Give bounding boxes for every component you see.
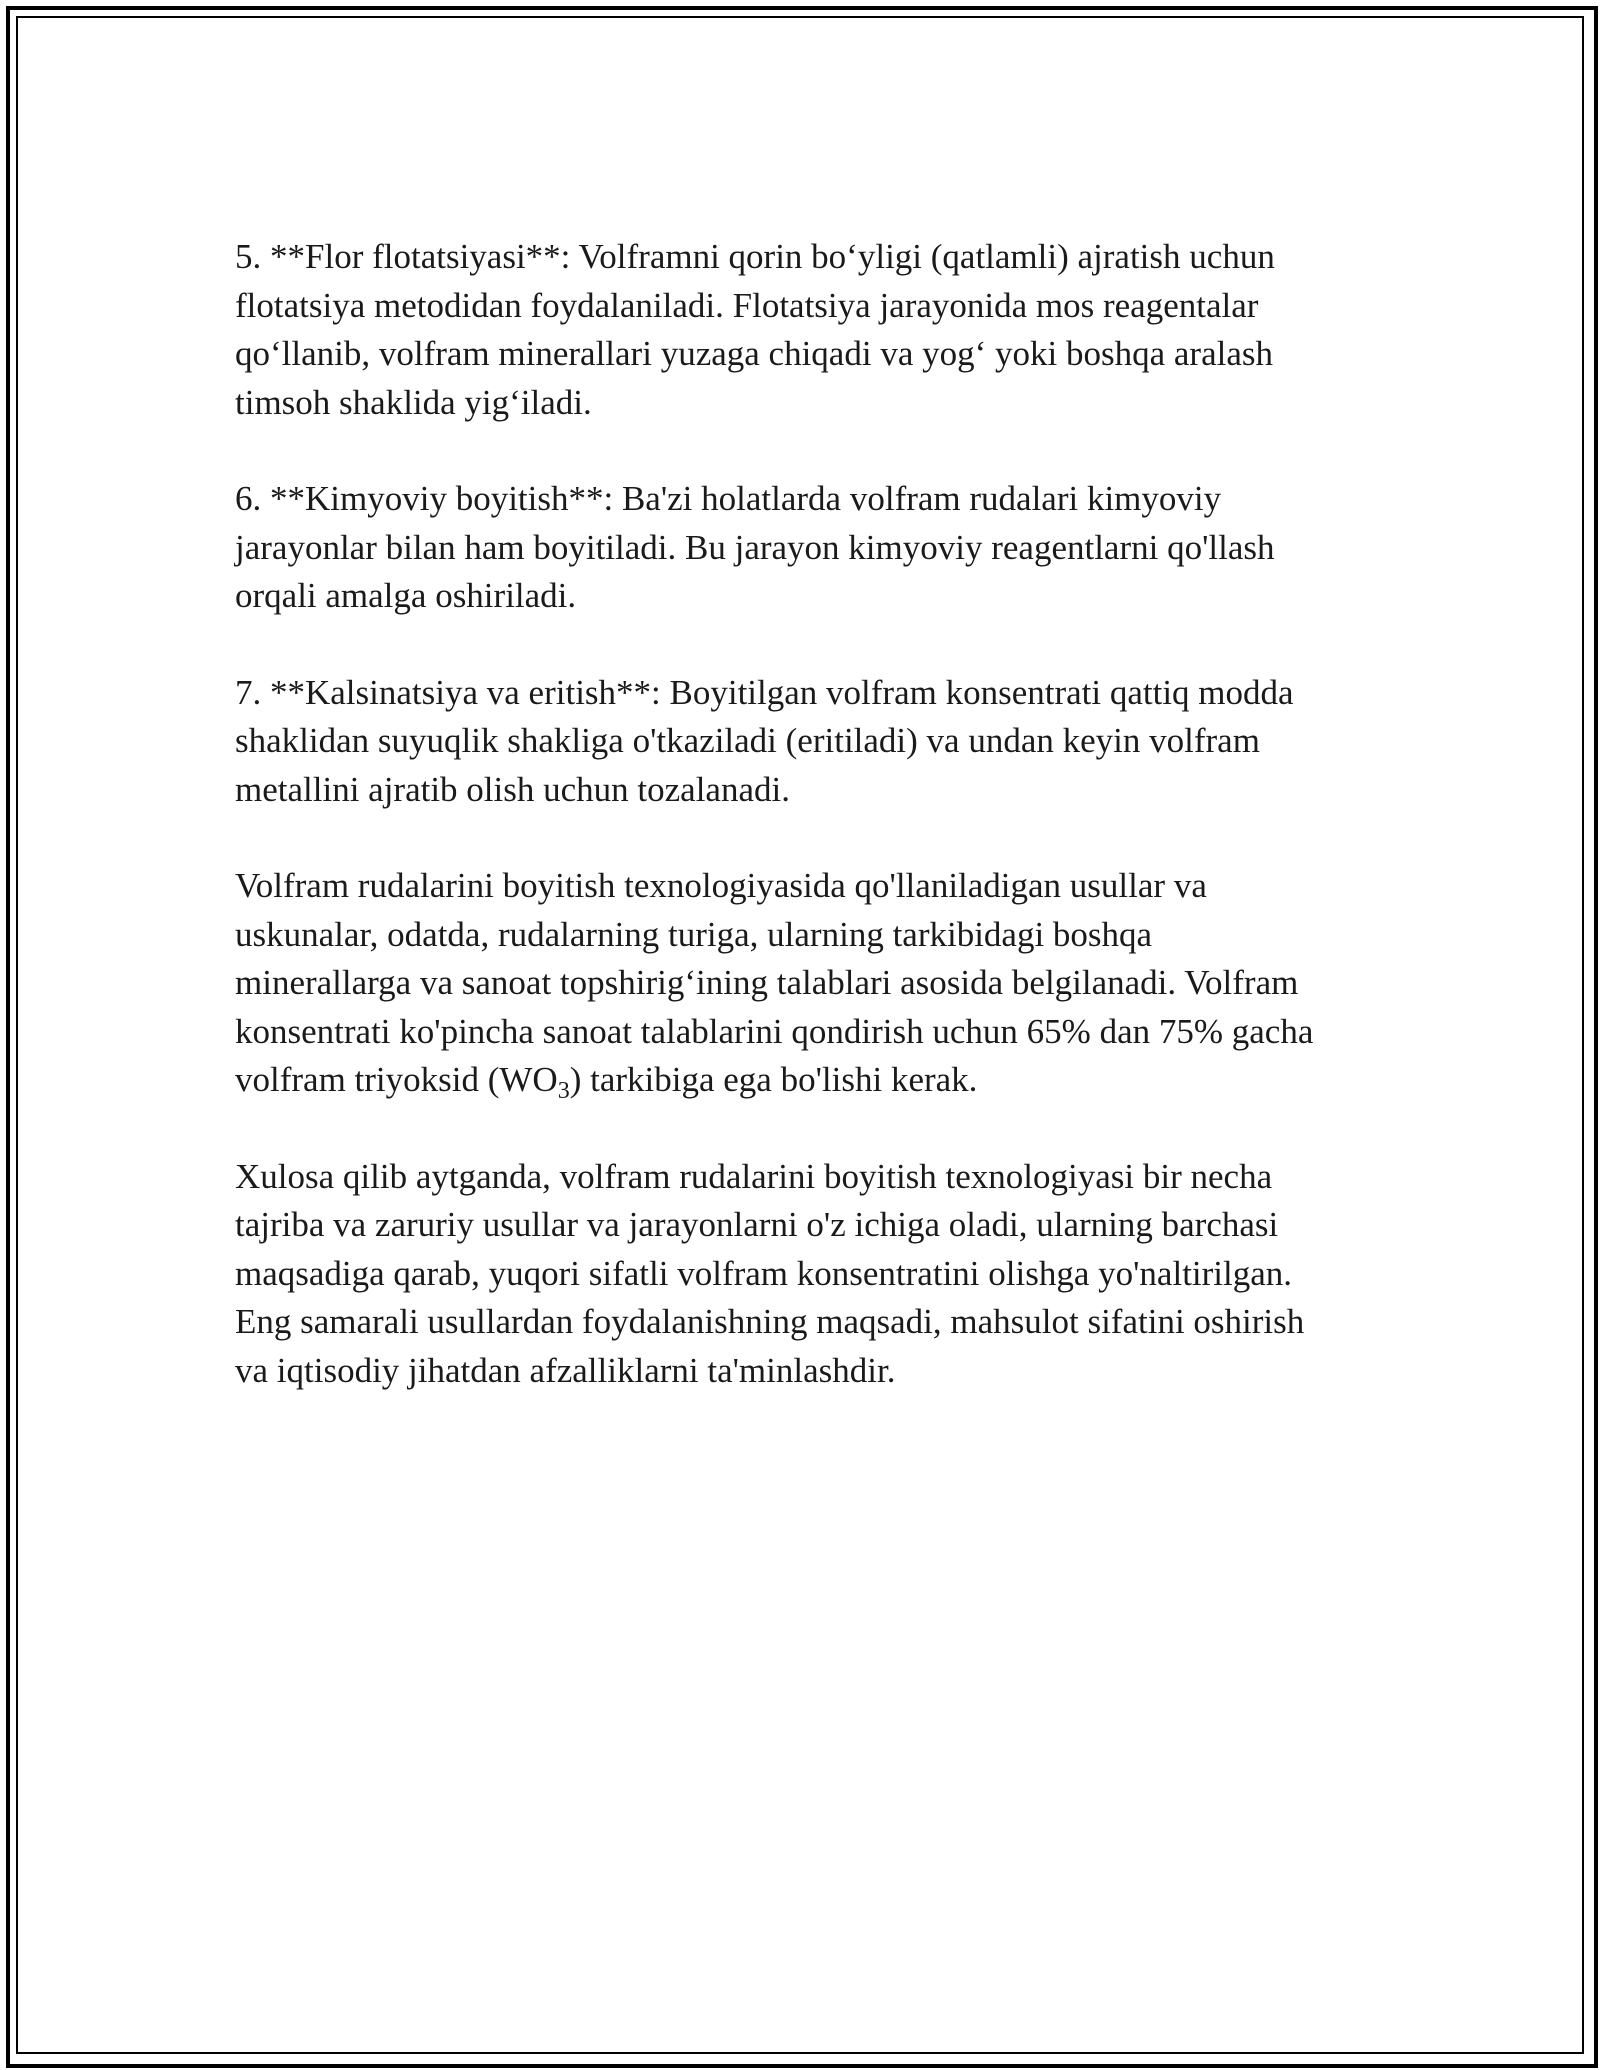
- document-body: [235, 233, 1375, 1443]
- paragraph-chemical-enrichment: 6. **Kimyoviy boyitish**: Ba'zi holatlarda volfram rudalari kimyoviy jarayonlar bilan ham boyitiladi. Bu jarayon kimyoviy reagentlarni qo'llash orqali amalga oshiriladi.: [235, 479, 1275, 615]
- paragraph-conclusion: Xulosa qilib aytganda, volfram rudalarini boyitish texnologiyasi bir necha tajriba va zaruriy usullar va jarayonlarni o'z ichiga oladi, ularning barchasi maqsadiga qarab, yuqori sifatli volfram konsentratini olishga yo'naltirilgan. Eng samarali usullardan foydalanishning maqsadi, mahsulot sifatini oshirish va iqtisodiy jihatdan afzalliklarni ta'minlashdir.: [235, 1156, 1305, 1390]
- paragraph-technology-methods: [235, 862, 1375, 1105]
- paragraph-technology-text-before: Volfram rudalarini boyitish texnologiyasida qo'llaniladigan usullar va uskunalar, odatda, rudalarning turiga, ularning tarkibidagi boshqa minerallarga va sanoat topshirig‘ining talablari asosida belgilanadi. Volfram konsentrati ko'pincha sanoat talablarini qondirish uchun 65% dan 75% gacha volfram triyoksid (WO: [235, 866, 1314, 1099]
- wo3-subscript: 3: [557, 1078, 570, 1104]
- paragraph-calcination-smelting: 7. **Kalsinatsiya va eritish**: Boyitilgan volfram konsentrati qattiq modda shaklidan suyuqlik shakliga o'tkaziladi (eritiladi) va undan keyin volfram metallini ajratib olish uchun tozalanadi.: [235, 672, 1294, 809]
- paragraph-flotation: 5. **Flor flotatsiyasi**: Volframni qorin bo‘yligi (qatlamli) ajratish uchun flotatsiya metodidan foydalaniladi. Flotatsiya jarayonida mos reagentalar qo‘llanib, volfram minerallari yuzaga chiqadi va yog‘ yoki boshqa aralash timsoh shaklida yig‘iladi.: [235, 237, 1275, 422]
- paragraph-technology-text-after: ) tarkibiga ega bo'lishi kerak.: [569, 1060, 978, 1099]
